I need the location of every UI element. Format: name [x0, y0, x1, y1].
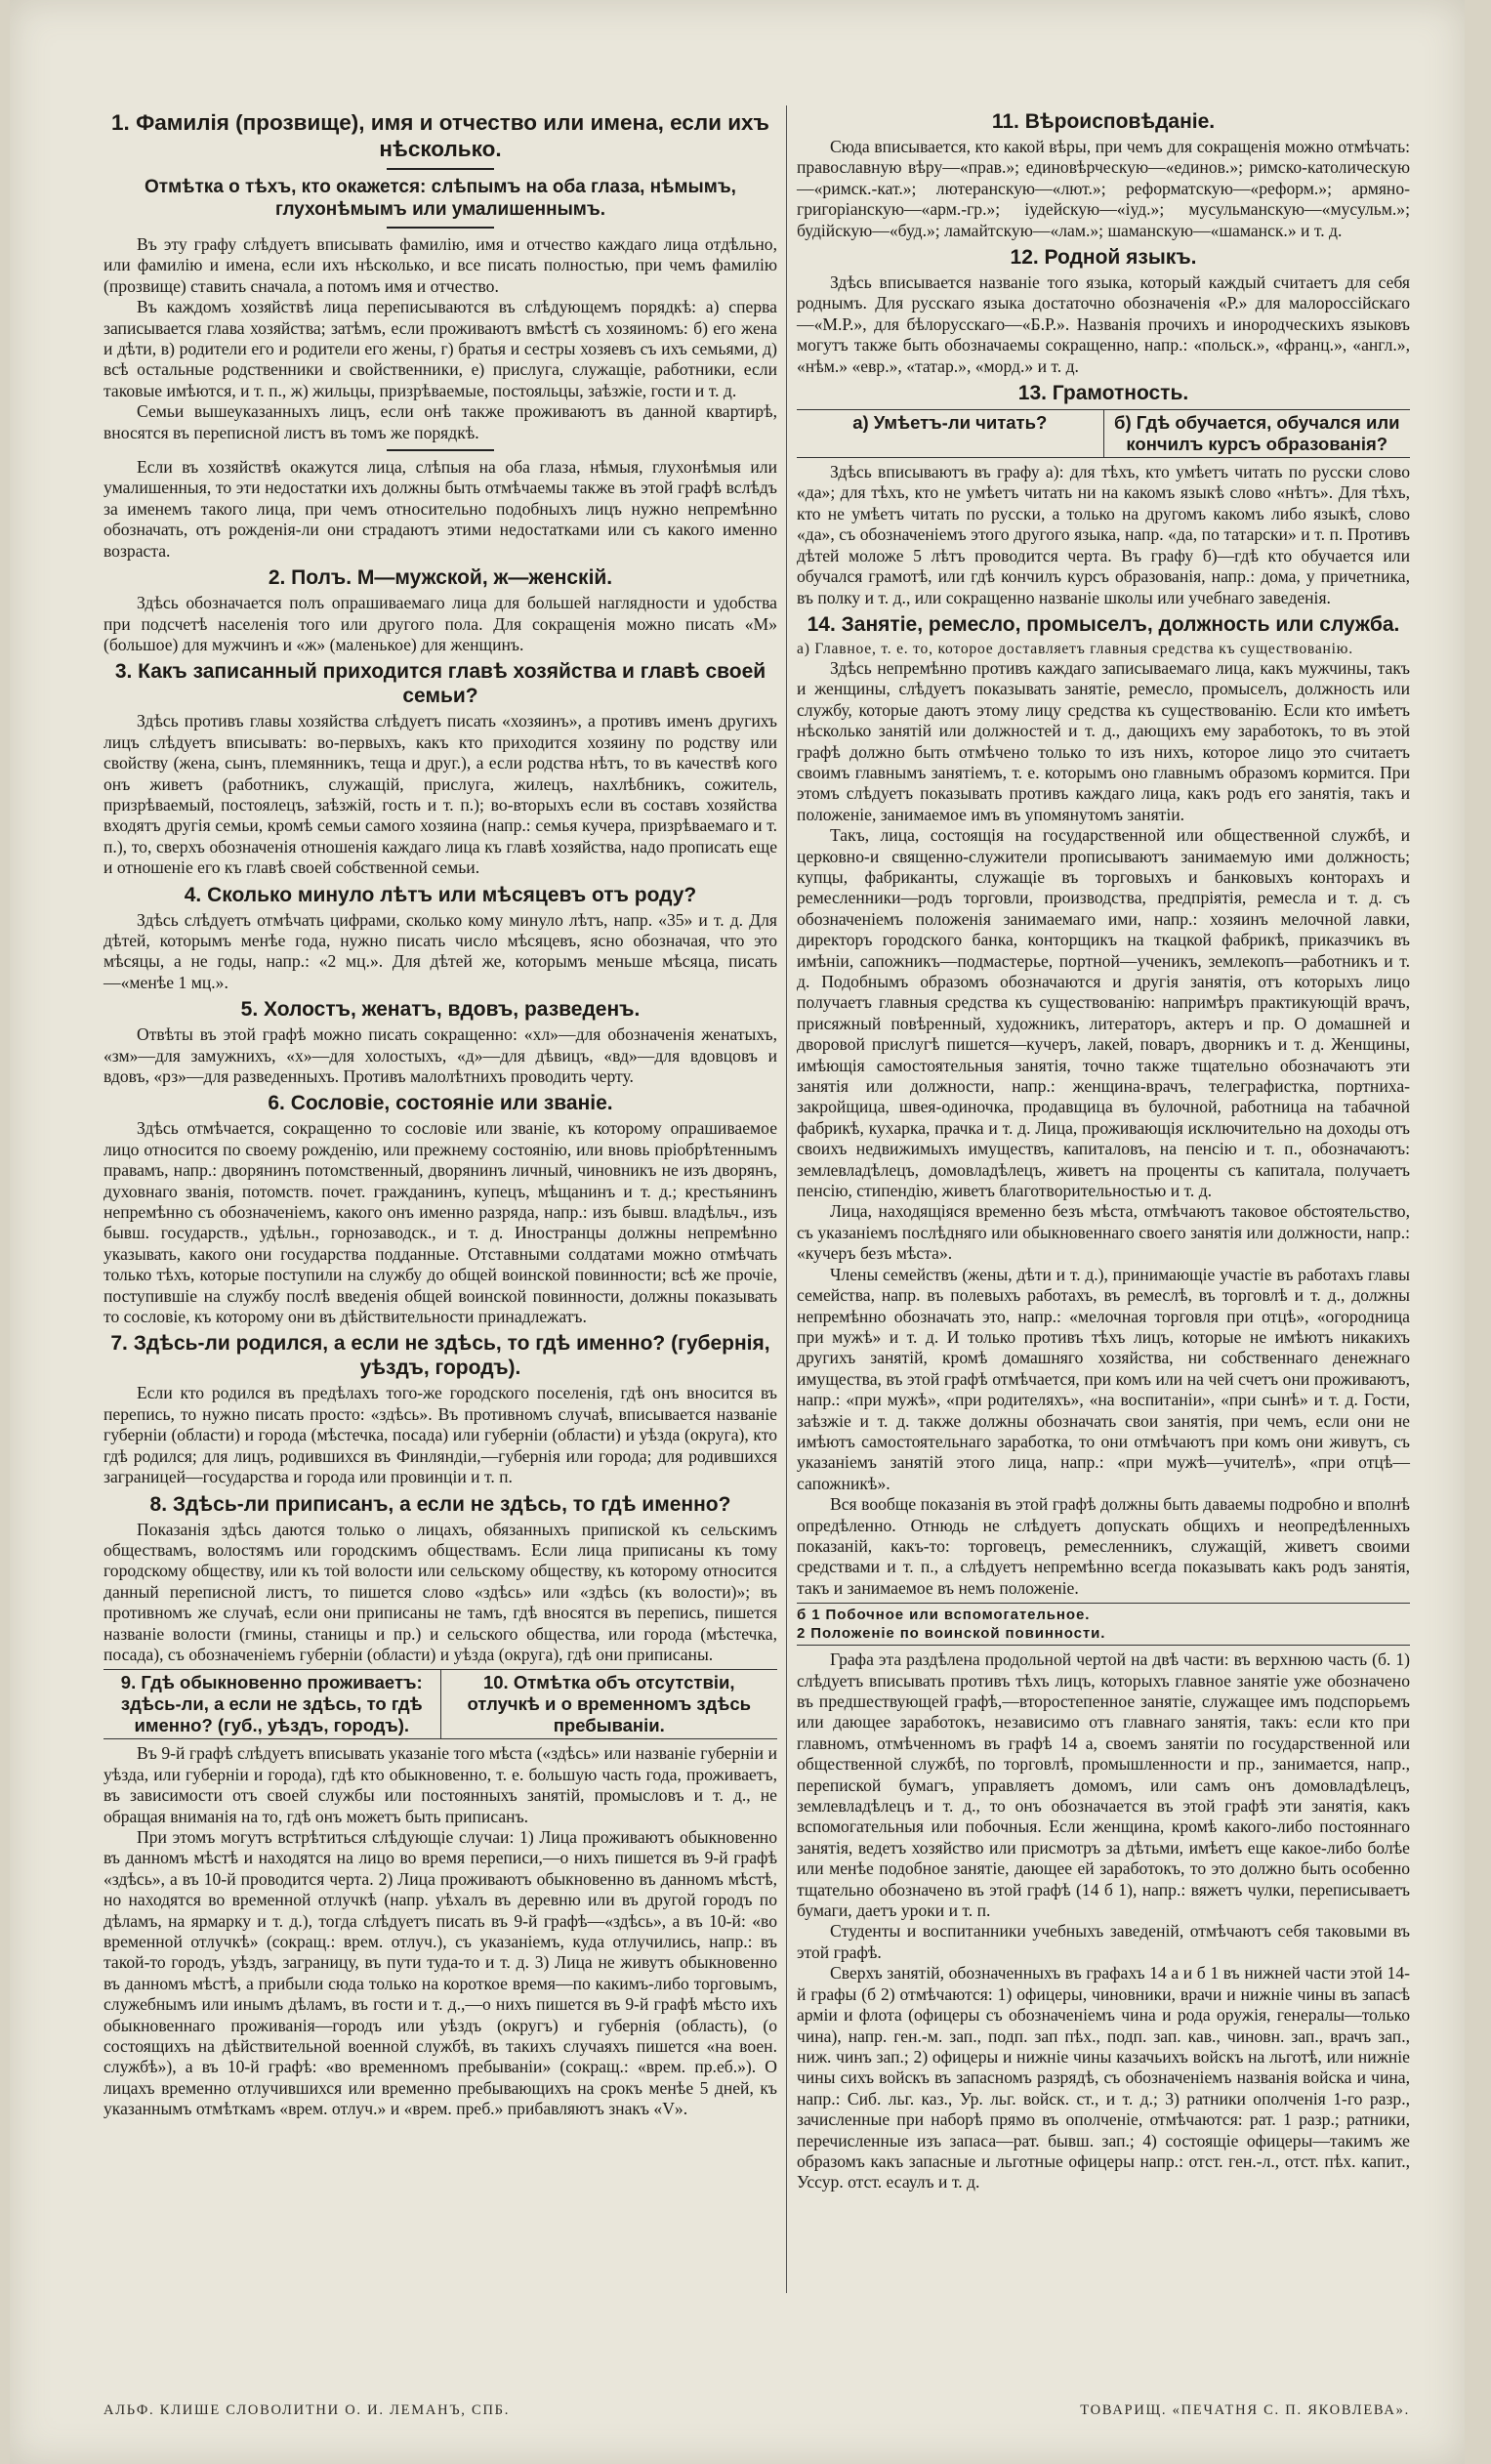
section-1-paragraph: Въ каждомъ хозяйствѣ лица переписываются въ слѣдующемъ порядкѣ: а) сперва записывается глава хозяйства; затѣмъ, если проживаютъ вмѣстѣ съ хозяиномъ: б) его жена и дѣти, в) родители его и родители его жены, г) братья и сестры хозяевъ съ ихъ семьями, д) всѣ остальные родственники и свойственники, е) прислуга, служащіе, работники, если таковые имѣются, и т. п., ж) жильцы, призрѣваемые, постояльцы, заѣзжіе, гости и т. д. — [104, 297, 777, 400]
section-2-paragraph: Здѣсь обозначается полъ опрашиваемаго лица для большей наглядности и удобства при подсчетѣ населенія того или другого пола. Для сокращенія можно писать «М» (большое) для мужчинъ и «ж» (маленькое) для женщинъ. — [104, 593, 777, 654]
section-1-subtitle: Отмѣтка о тѣхъ, кто окажется: слѣпымъ на оба глаза, нѣмымъ, глухонѣмымъ или умалишеннымъ. — [145, 177, 736, 220]
section-1-paragraph: Въ эту графу слѣдуетъ вписывать фамилію, имя и отчество каждаго лица отдѣльно, или фамилію и имена, если ихъ нѣсколько, и все писать полностью, при чемъ фамилію (прозвище) ставить сначала, а потомъ имя и отчество. — [104, 234, 777, 296]
section-14b1-title: б 1 Побочное или вспомогательное. — [797, 1607, 1091, 1624]
section-14-subtitle: а) Главное, т. е. то, которое доставляетъ главныя средства къ существованію. — [797, 640, 1353, 657]
section-6-title: 6. Сословіе, состояніе или званіе. — [268, 1092, 613, 1115]
section-7-title: 7. Здѣсь-ли родился, а если не здѣсь, то гдѣ именно? (губернія, уѣздъ, городъ). — [110, 1332, 770, 1380]
printer-imprint-left: АЛЬФ. КЛИШЕ СЛОВОЛИТНИ О. И. ЛЕМАНЪ, СПБ. — [104, 2402, 511, 2418]
section-2-title: 2. Полъ. М—мужской, ж—женскій. — [268, 566, 613, 590]
section-11-title: 11. Вѣроисповѣданіе. — [991, 110, 1216, 133]
section-8-title: 8. Здѣсь-ли приписанъ, а если не здѣсь, то гдѣ именно? — [149, 1492, 731, 1516]
section-14-paragraph: Лица, находящіяся временно безъ мѣста, отмѣчаютъ таковое обстоятельство, съ указаніемъ послѣдняго или обыкновеннаго своего занятія или должности, напр.: «кучеръ безъ мѣста». — [797, 1201, 1410, 1264]
section-3-paragraph: Здѣсь противъ главы хозяйства слѣдуетъ писать «хозяинъ», а противъ именъ другихъ лицъ слѣдуетъ вписывать: во-первыхъ, какъ кто приходится хозяину по родству или свойству (жена, сынъ, племянникъ, теща и друг.), а если родства нѣтъ, то въ качествѣ кого онъ живетъ (работникъ, служащій, прислуга, жилецъ, нахлѣбникъ, сожитель, призрѣваемый, постоялецъ, заѣзжій, гость и т. п.); во-вторыхъ если въ составъ хозяйства входятъ другія семьи, кромѣ семьи самого хозяина (напр.: семья кучера, призрѣваемаго и т. п.), то, сверхъ обозначенія отношенія каждаго лица къ главѣ хозяйства, надо прописать еще и отношеніе его къ главѣ своей собственной семьи. — [104, 711, 777, 878]
section-13b-title: б) Гдѣ обучается, обучался или кончилъ курсъ образованія? — [1103, 410, 1411, 457]
section-14-paragraph: Студенты и воспитанники учебныхъ заведеній, отмѣчаютъ себя таковыми въ этой графѣ. — [797, 1921, 1410, 1962]
section-14-paragraph: Вся вообще показанія въ этой графѣ должны быть даваемы подробно и вполнѣ опредѣленно. Отнюдь не слѣдуетъ допускать общихъ и неопредѣленныхъ показаній, какъ-то: торговецъ, ремесленникъ, служащій, живетъ своими средствами и т. п., а слѣдуетъ непремѣнно всегда показывать какъ родъ занятія, такъ и занимаемое въ немъ положеніе. — [797, 1494, 1410, 1598]
section-14-paragraph: Сверхъ занятій, обозначенныхъ въ графахъ 14 а и б 1 въ нижней части этой 14-й графы (б 2) отмѣчаются: 1) офицеры, чиновники, врачи и нижніе чины въ запасѣ арміи и флота (офицеры съ обозначеніемъ чина и рода оружія, генералы—только чина), напр. ген.-м. зап., подп. зап пѣх., подп. зап. кав., чиновн. зап., врачъ зап., ниж. чинъ зап.; 2) офицеры и нижніе чины казачьихъ войскъ на льготѣ, или нижніе чины сихъ войскъ въ запасномъ разрядѣ, съ обозначеніемъ названія войска и чина, напр.: Сиб. льг. каз., Ур. льг. войск. ст., и т. д.; 3) ратники ополченія 1-го разр., зачисленные при наборѣ прямо въ ополченіе, отмѣчаются: рат. 1 разр.; ратники, перечисленные изъ запаса—рат. бывш. зап.; 4) состоящіе офицеры—такимъ же образомъ какъ запасные и льготные офицеры напр.: отст. ген.-л., отст. пѣх. капит., Уссур. отст. есаулъ и т. д. — [797, 1963, 1410, 2193]
divider — [387, 168, 494, 170]
section-5-paragraph: Отвѣты въ этой графѣ можно писать сокращенно: «хл»—для обозначенія женатыхъ, «зм»—для замужнихъ, «х»—для холостыхъ, «д»—для дѣвицъ, «вд»—для вдовцовъ и вдовъ, «рз»—для разведенныхъ. Противъ малолѣтнихъ проводить черту. — [104, 1024, 777, 1086]
section-1-paragraph: Семьи вышеуказанныхъ лицъ, если онѣ также проживаютъ въ данной квартирѣ, вносятся въ переписной листъ въ томъ же порядкѣ. — [104, 401, 777, 442]
section-6-paragraph: Здѣсь отмѣчается, сокращенно то сословіе или званіе, къ которому опрашиваемое лицо относится по своему рожденію, или прежнему состоянію, или вновь пріобрѣтеннымъ правамъ, напр.: дворянинъ потомственный, дворянинъ личный, чиновникъ не изъ дворянъ, духовнаго званія, потомств. почет. гражданинъ, купецъ, мѣщанинъ и т. д.; крестьянинъ непремѣнно съ обозначеніемъ, какого онъ именно разряда, напр.: изъ бывш. владѣльч., изъ бывш. государств., удѣльн., горнозаводск., и т. д. Иностранцы должны непремѣнно указывать, какого они государства подданные. Отставными солдатами можно отмѣчать только тѣхъ, которые поступили на службу до общей воинской повинности; всѣ же прочіе, поступившіе на службу послѣ введенія общей воинской повинности, должны показывать то сословіе, къ которому они въ дѣйствительности принадлежатъ. — [104, 1118, 777, 1327]
section-13-subheader — [797, 409, 1410, 458]
section-12-title: 12. Родной языкъ. — [1010, 246, 1197, 270]
section-10-title: 10. Отмѣтка объ отсутствіи, отлучкѣ и о временномъ здѣсь пребываніи. — [440, 1670, 778, 1738]
section-13a-title: а) Умѣетъ-ли читать? — [852, 412, 1048, 434]
section-1-paragraph: Если въ хозяйствѣ окажутся лица, слѣпыя на оба глаза, нѣмыя, глухонѣмыя или умалишенныя, то эти недостатки ихъ должны быть отмѣчаемы также въ этой графѣ вслѣдъ за именемъ такого лица, при чемъ относительно подобныхъ лицъ нужно непремѣнно обозначать, отъ рожденія-ли они страдаютъ этими недостатками или съ какого именно возраста. — [104, 457, 777, 561]
divider — [387, 227, 494, 229]
section-7-paragraph: Если кто родился въ предѣлахъ того-же городского поселенія, гдѣ онъ вносится въ перепись, то нужно писать просто: «здѣсь». Въ противномъ случаѣ, вписывается названіе губерніи (области) и города (мѣстечка, посада) или губерніи (области) и уѣзда (округа), кто гдѣ родился; для лицъ, родившихся въ Финляндіи,—губернія или города; для родившихся заграницей—государства и города или провинціи и т. п. — [104, 1383, 777, 1487]
section-14-title: 14. Занятіе, ремесло, промыселъ, должность или служба. — [807, 612, 1400, 636]
right-column — [797, 105, 1410, 2193]
section-13-title: 13. Грамотность. — [1017, 382, 1189, 405]
left-column — [104, 105, 777, 2120]
section-14-paragraph: Члены семействъ (жены, дѣти и т. д.), принимающіе участіе въ работахъ главы семейства, напр. въ полевыхъ работахъ, въ ремеслѣ, въ торговлѣ и т. д., должны непремѣнно обозначать это, напр.: «мелочная торговля при отцѣ», «огородница при мужѣ» и т. д. И только противъ тѣхъ лицъ, которые не имѣютъ никакихъ другихъ занятій, кромѣ домашняго хозяйства, ни собственнаго денежнаго имущества, въ этой графѣ отмѣчается, при комъ или на чей счетъ они проживаютъ, напр.: «при мужѣ», «при родителяхъ», «на воспитаніи», «при сынѣ» и т. д. Гости, заѣзжіе и т. д. также должны обозначать свои занятія, при чемъ, если они не имѣютъ самостоятельнаго заработка, то они отмѣчаютъ при комъ они живутъ, съ указаніемъ занятій этого лица, напр.: «при мужѣ—учителѣ», «при отцѣ—сапожникѣ». — [797, 1264, 1410, 1493]
section-1-title: 1. Фамилія (прозвище), имя и отчество или имена, если ихъ нѣсколько. — [111, 110, 769, 161]
section-5-title: 5. Холостъ, женатъ, вдовъ, разведенъ. — [240, 998, 641, 1022]
section-9-paragraph: При этомъ могутъ встрѣтиться слѣдующіе случаи: 1) Лица проживаютъ обыкновенно въ данномъ мѣстѣ и находятся на лицо во время переписи,—о нихъ пишется въ 9-й графѣ «здѣсь», а въ 10-й проводится черта. 2) Лица проживаютъ обыкновенно въ данномъ мѣстѣ, но находятся во временной отлучкѣ (напр. уѣхалъ въ деревню или въ другой городъ по дѣламъ, на ярмарку и т. д.), тогда слѣдуетъ писать въ 9-й графѣ—«здѣсь», а въ 10-й: «во временной отлучкѣ» (сокращ.: врем. отлуч.), съ указаніемъ, куда отлучились, напр.: въ такой-то городъ, уѣздъ, заграницу, въ пути туда-то и т. д. 3) Лица не живутъ обыкновенно въ данномъ мѣстѣ, а прибыли сюда только на короткое время—по какимъ-либо торговымъ, служебнымъ или инымъ дѣламъ, въ гости и т. д.,—о нихъ пишется въ 9-й графѣ мѣсто ихъ обыкновеннаго проживанія—городъ или уѣздъ (округъ) и губернія (область), (о состоящихъ на дѣйствительной военной службѣ, въ такихъ случаяхъ пишется «на воен. службѣ»), а въ 10-й графѣ: «во временномъ пребываніи» (сокращ.: «врем. пр.еб.»). О лицахъ временно отлучившихся или временно пребывающихъ на срокъ менѣе 5 дней, къ указаннымъ отмѣткамъ «врем. отлуч.» и «врем. преб.» прибавляютъ знакъ «V». — [104, 1826, 777, 2119]
sections-9-10-header — [104, 1669, 777, 1739]
section-4-paragraph: Здѣсь слѣдуетъ отмѣчать цифрами, сколько кому минуло лѣтъ, напр. «35» и т. д. Для дѣтей, которымъ менѣе года, нужно писать число мѣсяцевъ, ясно обозначая, что это мѣсяцы, а не годы, напр.: «2 мц.». Для дѣтей же, которымъ меньше мѣсяца, писать—«менѣе 1 мц.». — [104, 909, 777, 992]
column-divider — [786, 105, 787, 2293]
census-instruction-sheet — [10, 0, 1465, 2464]
section-14-paragraph: Такъ, лица, состоящія на государственной или общественной службѣ, и церковно-и священно-служители прописываютъ занимаемую ими должность; купцы, фабриканты, служащіе въ торговыхъ и банковыхъ конторахъ и ремесленники—родъ торговли, производства, предпріятія, ремесла и т. д. съ обозначеніемъ положенія занимаемаго ими, напр.: хозяинъ мелочной лавки, директоръ городского банка, конторщикъ на ткацкой фабрикѣ, приказчикъ въ имѣніи, сапожникъ—подмастерье, портной—ученикъ, землекопъ—работникъ и т. д. Подобнымъ образомъ обозначаются и другія занятія, отъ которыхъ лицо получаетъ главныя средства къ существованію: напримѣръ практикующій врачъ, присяжный повѣренный, художникъ, литераторъ, актеръ и пр. О домашней и дворовой прислугѣ пишется—кучеръ, лакей, поваръ, дворникъ и т. д. Женщины, имѣющія самостоятельныя занятія, точно также тщательно обозначаютъ эти занятія или должности, напр.: женщина-врачъ, телеграфистка, портниха-закройщица, швея-одиночка, продавщица въ булочной, работница на табачной фабрикѣ, кухарка, прачка и т. д. Лица, проживающія исключительно на доходы отъ своихъ недвижимыхъ имуществъ, капиталовъ, на пенсію и т. п., обозначаютъ: землевладѣлецъ, домовладѣлецъ, живетъ на проценты съ капитала, получаетъ пенсію, стипендію, живетъ благотворительностью и т. д. — [797, 825, 1410, 1201]
section-4-title: 4. Сколько минуло лѣтъ или мѣсяцевъ отъ роду? — [184, 883, 697, 906]
section-14-paragraph: Здѣсь непремѣнно противъ каждаго записываемаго лица, какъ мужчины, такъ и женщины, слѣдуетъ показывать занятіе, ремесло, промыселъ, должность или службу, которые даютъ этому лицу средства къ существованію. Если кто имѣетъ нѣсколько занятій или должностей и т. д., дающихъ ему заработокъ, то въ этой графѣ должно быть отмѣчено только то изъ нихъ, которое лицо это считаетъ своимъ главнымъ занятіемъ, т. е. которымъ оно главнымъ образомъ кормится. При этомъ слѣдуетъ показывать противъ каждаго лица, какъ родъ его занятія, такъ и положеніе, занимаемое имъ въ упомянутомъ занятіи. — [797, 657, 1410, 824]
printer-imprint-right: ТОВАРИЩ. «ПЕЧАТНЯ С. П. ЯКОВЛЕВА». — [1080, 2402, 1410, 2418]
section-14b-header — [797, 1603, 1410, 1646]
section-8-paragraph: Показанія здѣсь даются только о лицахъ, обязанныхъ припиской къ сельскимъ обществамъ, волостямъ или городскимъ обществамъ. Если лица приписаны къ тому городскому обществу, или къ той волости или сельскому обществу, къ которому относится данный переписной листъ, то пишется слово «здѣсь» или «здѣсь (къ волости)»; въ противномъ же случаѣ, если они приписаны не тамъ, гдѣ вносятся въ перепись, пишется названіе волости (гмины, станицы и пр.) и сельского общества, или города (мѣстечка, посада), съ обозначеніемъ губерніи (области) и уѣзда (округа), гдѣ они приписаны. — [104, 1519, 777, 1664]
section-12-paragraph: Здѣсь вписывается названіе того языка, который каждый считаетъ для себя роднымъ. Для русскаго языка достаточно обозначенія «Р.» для малороссійскаго—«М.Р.», для бѣлорусскаго—«Б.Р.». Названія прочихъ и инородческихъ языковъ могутъ также быть обозначаемы сокращенно, напр.: «польск.», «франц.», «англ.», «нѣм.» «евр.», «татар.», «морд.» и т. д. — [797, 272, 1410, 376]
section-13-paragraph: Здѣсь вписываютъ въ графу а): для тѣхъ, кто умѣетъ читать по русски слово «да»; для тѣхъ, кто не умѣетъ читать ни на какомъ языкѣ слово «нѣтъ». Для тѣхъ, кто не умѣетъ читать по русски, а только на другомъ какомъ либо языкѣ, слово «да», съ обозначеніемъ этого другого языка, напр. «да, по татарски» и т. п. Противъ дѣтей моложе 5 лѣтъ проводится черта. Въ графу б)—гдѣ кто обучается или обучался грамотѣ, или гдѣ кончилъ курсъ образованія, напр.: дома, у причетника, въ полку и т. д., или сокращенно названіе школы или учебнаго заведенія. — [797, 462, 1410, 607]
divider — [387, 449, 494, 451]
section-14b2-title: 2 Положеніе по воинской повинности. — [797, 1625, 1106, 1643]
section-14-paragraph: Графа эта раздѣлена продольной чертой на двѣ части: въ верхнюю часть (б. 1) слѣдуетъ вписывать противъ тѣхъ лицъ, которыхъ главное занятіе уже обозначено въ предшествующей графѣ,—второстепенное занятіе, служащее имъ подспорьемъ или дающее заработокъ, независимо отъ главнаго занятія, такъ: если кто при главномъ, отмѣченномъ въ графѣ 14 а, своемъ занятіи по государственной или общественной службѣ, по торговлѣ, промышленности и пр., занимается, напр., перепиской бумагъ, управляетъ домомъ, или самъ онъ домовладѣлецъ, землевладѣлецъ и т. д., то онъ обозначается въ этой графѣ эти занятія, какъ вспомогательныя или побочныя. Если женщина, кромѣ какого-либо постояннаго занятія, ведетъ хозяйство или присмотръ за дѣтьми, имѣетъ еще какое-либо болѣе или менѣе подобное занятіе, дающее ей заработокъ, то это должно быть особенно тщательно обозначено въ этой графѣ (14 б 1), напр.: вяжетъ чулки, переписываетъ бумаги, даетъ уроки и т. п. — [797, 1650, 1410, 1921]
section-9-paragraph: Въ 9-й графѣ слѣдуетъ вписывать указаніе того мѣста («здѣсь» или названіе губерніи и уѣзда, или губерніи и города), гдѣ кто обыкновенно, т. е. большую часть года, проживаетъ, въ зависимости отъ своей службы или постоянныхъ занятій, промысловъ и т. д., не обращая вниманія на то, гдѣ онъ можетъ быть приписанъ. — [104, 1743, 777, 1826]
section-11-paragraph: Сюда вписывается, кто какой вѣры, при чемъ для сокращенія можно отмѣчать: православную вѣру—«прав.»; единовѣрческую—«единов.»; римско-католическую—«римск.-кат.»; лютеранскую—«лют.»; реформатскую—«реформ.»; армяно-григоріанскую—«арм.-гр.»; іудейскую—«іуд.»; мусульманскую—«мусульм.»; будійскую—«буд.»; ламайтскую—«лам.»; шаманскую—«шаманск.» и т. д. — [797, 137, 1410, 240]
section-9-title: 9. Гдѣ обыкновенно проживаетъ: здѣсь-ли, а если не здѣсь, то гдѣ именно? (губ., уѣздъ, городъ). — [120, 1672, 423, 1736]
section-3-title: 3. Какъ записанный приходится главѣ хозяйства и главѣ своей семьи? — [114, 660, 766, 708]
